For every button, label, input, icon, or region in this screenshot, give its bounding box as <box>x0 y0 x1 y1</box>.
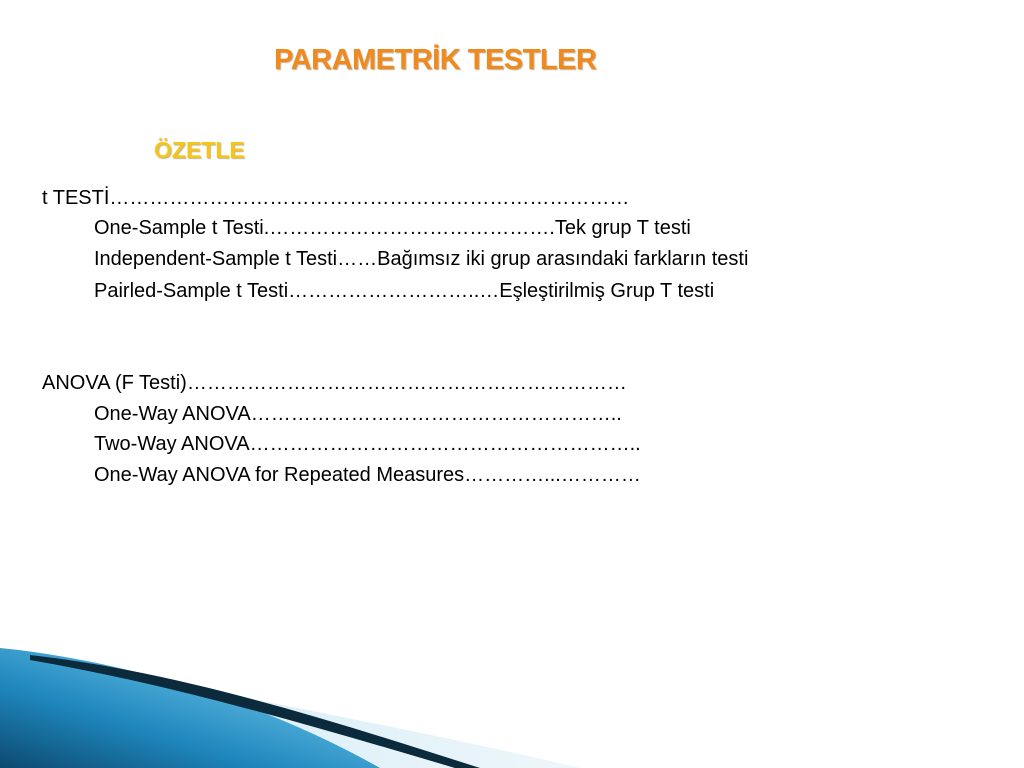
anova-heading: ANOVA (F Testi)………………………………………………………… <box>42 372 627 394</box>
t-test-item: Independent-Sample t Testi……Bağımsız iki grup arasındaki farkların testi <box>94 248 749 270</box>
slide-subtitle: ÖZETLE <box>154 137 245 163</box>
t-test-item: One-Sample t Testi.…………………………………….Tek grup T testi <box>94 217 691 239</box>
anova-item: Two-Way ANOVA………………………………………………….. <box>94 433 641 455</box>
anova-item: One-Way ANOVA for Repeated Measures…………...………… <box>94 464 641 486</box>
anova-item: One-Way ANOVA……………………………………………….. <box>94 403 622 425</box>
t-tests-heading: t TESTİ…………………………………………………………………… <box>42 187 630 209</box>
slide-title: PARAMETRİK TESTLER <box>274 44 597 76</box>
t-test-item: Pairled-Sample t Testi………………………..…Eşleştirilmiş Grup T testi <box>94 280 715 302</box>
